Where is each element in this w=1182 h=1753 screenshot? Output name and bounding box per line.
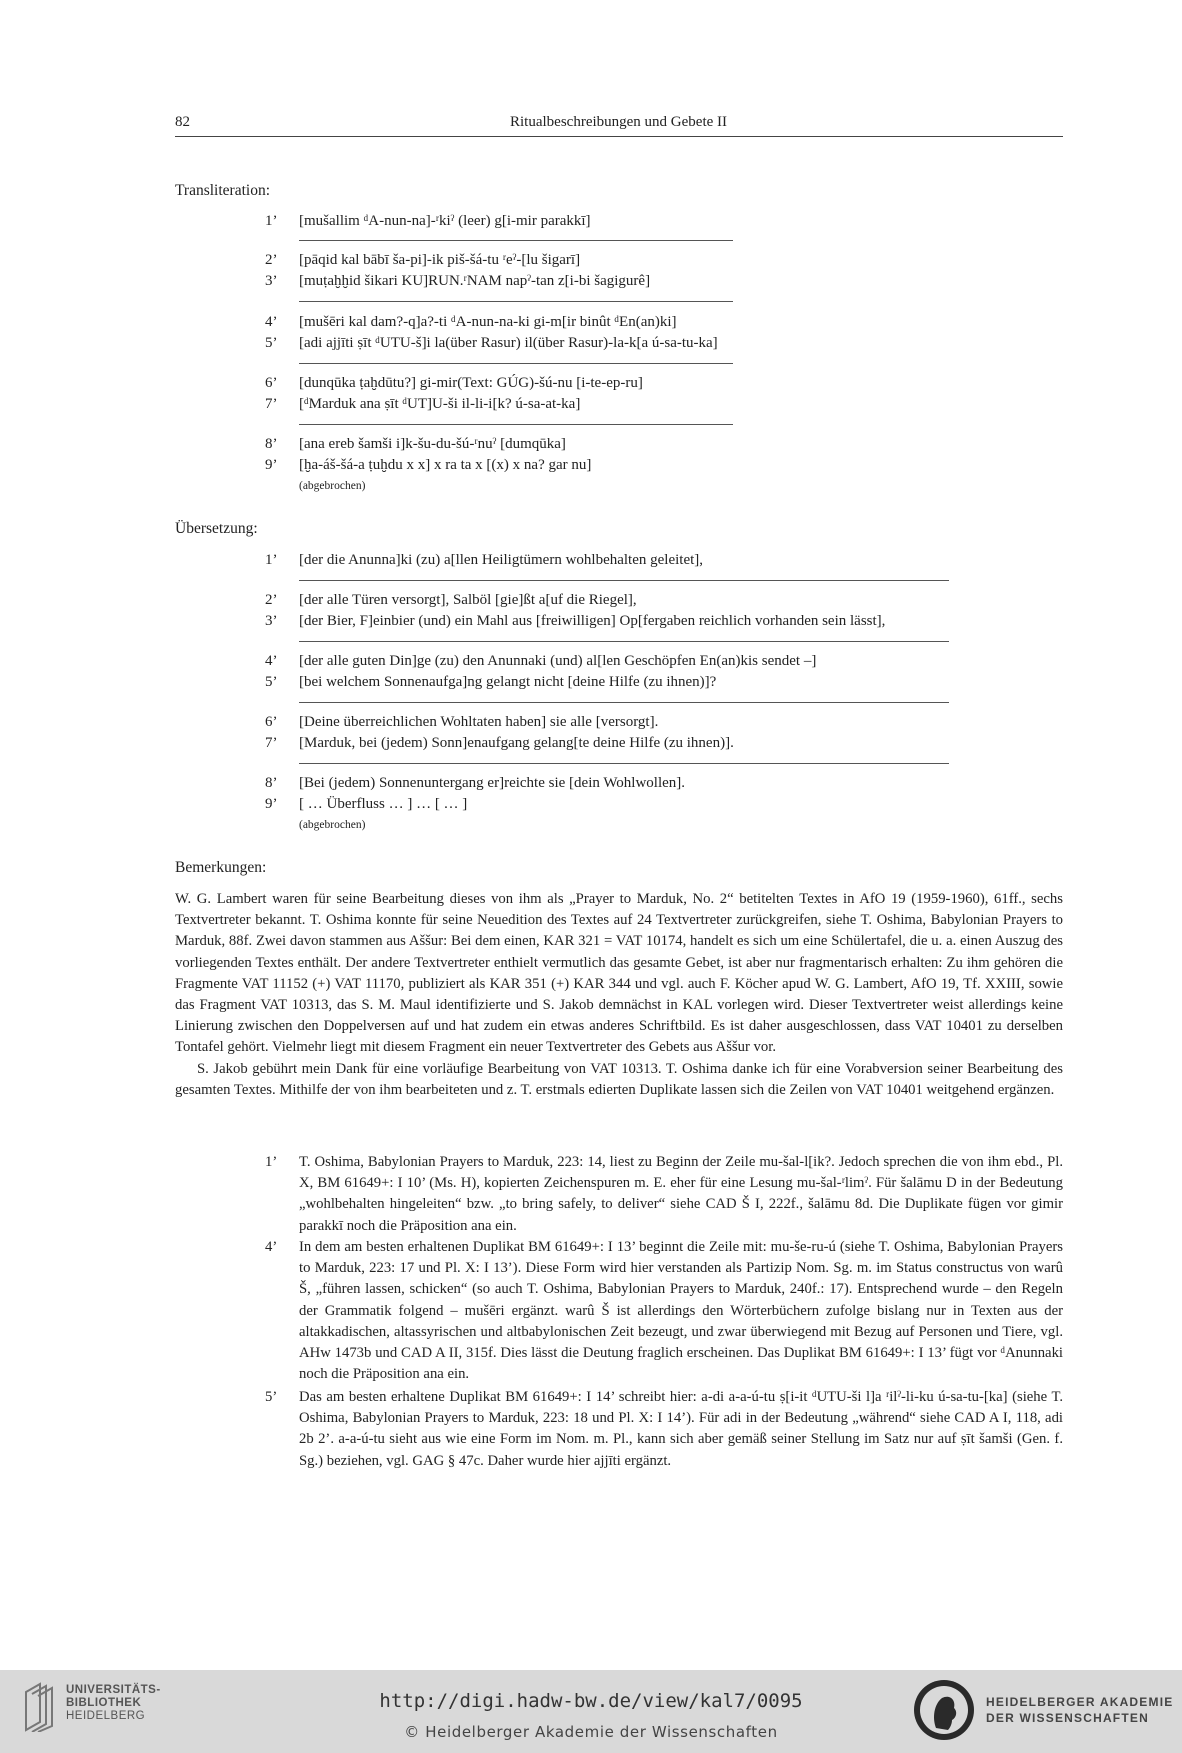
commentary-note-1 [265,1152,1063,1237]
translation-group-5 [265,773,686,836]
transliteration-line: 8’ [ana ereb šamši i]k-šu-du-šú-ʳnuˀ [dumqūka] [265,436,566,452]
commentary-note-2 [265,1237,1063,1385]
academy-emblem-icon [912,1678,976,1742]
separator-rule [299,363,733,364]
note-text: In dem am besten erhaltenen Duplikat BM 61649+: I 13’ beginnt die Zeile mit: mu-še-ru-ú (siehe T. Oshima, Babylonian Prayers to Marduk, 223: 17 und Pl. X: I 13’). Diese Form wird hier verstanden als Partizip Nom. Sg. m. im Status constructus von warû Š, „führen lassen, schicken“ (so auch T. Oshima, Babylonian Prayers to Marduk, 240f.: 17). Entsprechend wurde – den Regeln der Grammatik folgend – mušēri ergänzt. warû Š ist allerdings den Wörterbüchern zufolge bislang nur in Texten aus der altakkadischen, altassyrischen und altbabylonischen Zeit bezeugt, und zwar überwiegend mit Bezug auf Personen und Tiere, vgl. AHw 1473b und CAD A II, 315f. Dies lässt die Deutung fraglich erscheinen. Das Duplikat BM 61649+: I 13’ fügt vor ᵈAnunnaki noch die Präposition ana ein. [299,1239,1063,1383]
note-text: Das am besten erhaltene Duplikat BM 61649+: I 14’ schreibt hier: a-di a-a-ú-tu ṣ[i-it ᵈUTU-ši l]a ʳilˀ-li-ku ú-sa-tu-[ka] (siehe T. Oshima, Babylonian Prayers to Marduk, 223: 18 und Pl. X: I 14’). Für adi in der Bedeutung „während“ siehe CAD A I, 118, adi 2b 2’. a-a-ú-tu sieht aus wie eine Form im Nom. m. Pl., kann sich aber gemäß seiner Stellung im Satz nur auf ṣīt šamši (Gen. f. Sg.) beziehen, vgl. GAG § 47c. Daher wurde hier ajjīti ergänzt. [299,1389,1063,1469]
remarks-body [175,889,1063,1101]
library-name: UNIVERSITÄTS- BIBLIOTHEK HEIDELBERG [66,1684,161,1722]
copyright-notice: © Heidelberger Akademie der Wissenschaften [404,1723,778,1741]
transliteration-group-5 [265,434,592,497]
document-page: 82 Ritualbeschreibungen und Gebete II Transliteration: 1’ [mušallim ᵈA-nun-na]-ʳkiˀ (leer) g[i-mir parakkī] 2’ [pāqid kal bābī ša-pi]-ik piš-šá-tu ʳeˀ-[lu šigarī] 3’ [muṭaḫḫid šikari KU]RUN.ʳNAM napˀ-tan z[i-bi šagigurê] 4’ [mušēri kal dam?-q]a?-ti ᵈA-nun-na-ki gi-m[ir binût ᵈEn(an)ki] 5’ [adi ajjīti ṣīt ᵈUTU-š]i la(über Rasur) il(über Rasur)-la-k[a ú-sa-tu-ka] 6’ [dunqūka ṭaḫdūtu?] gi-mir(Text: GÚG)-šú-nu [i-te-ep-ru] 7’ [ᵈMarduk ana ṣīt ᵈUT]U-ši il-li-i[k? ú-sa-at-ka] 8’ [ana ereb šamši i]k-šu-du-šú-ʳnuˀ [dumqūka] 9’ [ḫa-áš-šá-a ṭuḫdu x x] x ra ta x [(x) x na? gar nu] (abgebrochen) Übersetzung: 1’ [der die Anunna]ki (zu) a[llen Heiligtümern wohlbehalten geleitet], 2’ [der alle Türen versorgt], Salböl [gie]ßt a[uf die Riegel], 3’ [der Bier, F]einbier (und) ein Mahl aus [freiwilligen] Op[fergaben reichlich vorhanden sein lässt], 4’ [der alle guten Din]ge (zu) den Anunnaki (und) al[len Geschöpfen En(an)kis sendet –] 5’ [bei welchem Sonnenaufga]ng gelangt nicht [deine Hilfe (zu ihnen)]? 6’ [Deine überreichlichen Wohltaten haben] sie alle [versorgt]. 7’ [Marduk, bei (jedem) Sonn]enaufgang gelang[te deine Hilfe (zu ihnen)]. 8’ [Bei (jedem) Sonnenuntergang er]reichte sie [dein Wohlwollen]. 9’ [ … Überfluss … ] … [ … ] (abgebrochen) Bemerkungen: W. G. Lambert waren für seine Bearbeitung dieses von ihm als „Prayer to Marduk, No. 2“ betitelten Textes in AfO 19 (1959-1960), 61ff., sechs Textvertreter bekannt. T. Oshima konnte für seine Neuedition des Textes auf 24 Textvertreter zurückgreifen, siehe T. Oshima, Babylonian Prayers to Marduk, 88f. Zwei davon stammen aus Aššur: Bei dem einen, KAR 321 = VAT 10174, handelt es sich um eine Schülertafel, die u. a. einen Auszug des vorliegenden Textes enthält. Der andere Textvertreter enthielt vermutlich das gesamte Gebet, ist aber nur fragmentarisch erhalten: Zu ihm gehören die Fragmente VAT 11152 (+) VAT 11170, publiziert als KAR 351 (+) KAR 344 und vgl. auch F. Köcher apud W. G. Lambert, AfO 19, Tf. XXIII, sowie das Fragment VAT 10313, das S. M. Maul identifizierte und S. Jakob demnächst in KAL vorlegen wird. Dieser Textvertreter weist allerdings keine Linierung zwischen den Doppelversen auf und hat zudem ein etwas anderes Schriftbild. Es ist daher ausgeschlossen, dass VAT 10401 zu derselben Tontafel gehört. Vielmehr liegt mit diesem Fragment ein neuer Textvertreter des Gebets aus Aššur vor. S. Jakob gebührt mein Dank für eine vorläufige Bearbeitung von VAT 10313. T. Oshima danke ich für eine Vorabversion seiner Bearbeitung des gesamten Textes. Mithilfe der von ihm bearbeiteten und z. T. erstmals edierten Duplikate lassen sich die Zeilen von VAT 10401 weitgehend ergänzen. 1’ T. Oshima, Babylonian Prayers to Marduk, 223: 14, liest zu Beginn der Zeile mu-šal-l[ik?. Jedoch sprechen die von ihm ebd., Pl. X, BM 61649+: I 10’ (Ms. H), kopierten Zeichenspuren m. E. eher für eine Lesung mu-šal-ʳlimˀ. Für šalāmu D in der Bedeutung „wohlbehalten hingeleiten“ bzw. „to bring safely, to deliver“ siehe CAD Š I, 222f., šalāmu 8d. Die Duplikate fügen vor gimir parakkī noch die Präposition ana ein. 4’ In dem am besten erhaltenen Duplikat BM 61649+: I 13’ beginnt die Zeile mit: mu-še-ru-ú (siehe T. Oshima, Babylonian Prayers to Marduk, 223: 17 und Pl. X: I 13’). Diese Form wird hier verstanden als Partizip Nom. Sg. m. im Status constructus von warû Š, „führen lassen, schicken“ (so auch T. Oshima, Babylonian Prayers to Marduk, 240f.: 17). Entsprechend wurde – den Regeln der Grammatik folgend – mušēri ergänzt. warû Š ist allerdings den Wörterbüchern zufolge bislang nur in Texten aus der altakkadischen, altassyrischen und altbabylonischen Zeit bezeugt, und zwar überwiegend mit Bezug auf Personen und Tiere, vgl. AHw 1473b und CAD A II, 315f. Dies lässt die Deutung fraglich erscheinen. Das Duplikat BM 61649+: I 13’ fügt vor ᵈAnunnaki noch die Präposition ana ein. 5’ Das am besten erhaltene Duplikat BM 61649+: I 14’ schreibt hier: a-di a-a-ú-tu ṣ[i-it ᵈUTU-ši l]a ʳilˀ-li-ku ú-sa-tu-[ka] (siehe T. Oshima, Babylonian Prayers to Marduk, 223: 18 und Pl. X: I 14’). Für adi in der Bedeutung „während“ siehe CAD A I, 118, adi 2b 2’. a-a-ú-tu sieht aus wie eine Form im Nom. m. Pl., kann sich aber gemäß seiner Stellung im Satz nur auf ṣīt šamši (Gen. f. Sg.) beziehen, vgl. GAG § 47c. Daher wurde hier ajjīti ergänzt. [0,0,1182,1670]
separator-rule [299,424,733,425]
transliteration-line: 9’ [ḫa-áš-šá-a ṭuḫdu x x] x ra ta x [(x) x na? gar nu] [265,457,592,473]
note-line-number: 1’ [265,1154,278,1170]
translation-line: 9’ [ … Überfluss … ] … [ … ] [265,796,468,812]
separator-rule [299,240,733,241]
translation-line: 8’ [Bei (jedem) Sonnenuntergang er]reichte sie [dein Wohlwollen]. [265,775,686,791]
commentary-note-3 [265,1387,1063,1472]
separator-rule [299,641,949,642]
note-line-number: 5’ [265,1389,278,1405]
separator-rule [299,580,949,581]
footer-bar [0,1670,1182,1753]
separator-rule [299,301,733,302]
note-line-number: 4’ [265,1239,278,1255]
page-number: 82 [175,114,190,130]
remarks-paragraph-2: S. Jakob gebührt mein Dank für eine vorläufige Bearbeitung von VAT 10313. T. Oshima danke ich für eine Vorabversion seiner Bearbeitung des gesamten Textes. Mithilfe der von ihm bearbeiteten und z. T. erstmals edierten Duplikate lassen sich die Zeilen von VAT 10401 weitgehend ergänzen. [175,1060,1063,1098]
broken-off-note: (abgebrochen) [299,819,366,831]
remarks-paragraph-1: W. G. Lambert waren für seine Bearbeitung dieses von ihm als „Prayer to Marduk, No. 2“ betitelten Textes in AfO 19 (1959-1960), 61ff., sechs Textvertreter bekannt. T. Oshima konnte für seine Neuedition des Textes auf 24 Textvertreter zurückgreifen, siehe T. Oshima, Babylonian Prayers to Marduk, 88f. Zwei davon stammen aus Aššur: Bei dem einen, KAR 321 = VAT 10174, handelt es sich um eine Schülertafel, die u. a. einen Auszug des vorliegenden Textes enthält. Der andere Textvertreter enthielt vermutlich das gesamte Gebet, ist aber nur fragmentarisch erhalten: Zu ihm gehören die Fragmente VAT 11152 (+) VAT 11170, publiziert als KAR 351 (+) KAR 344 und vgl. auch F. Köcher apud W. G. Lambert, AfO 19, Tf. XXIII, sowie das Fragment VAT 10313, das S. M. Maul identifizierte und S. Jakob demnächst in KAL vorlegen wird. Dieser Textvertreter weist allerdings keine Linierung zwischen den Doppelversen auf und hat zudem ein etwas anderes Schriftbild. Es ist daher ausgeschlossen, dass VAT 10401 zu derselben Tontafel gehört. Vielmehr liegt mit diesem Fragment ein neuer Textvertreter des Gebets aus Aššur vor. [175,891,1063,1056]
note-text: T. Oshima, Babylonian Prayers to Marduk, 223: 14, liest zu Beginn der Zeile mu-šal-l[ik?. Jedoch sprechen die von ihm ebd., Pl. X, BM 61649+: I 10’ (Ms. H), kopierten Zeichenspuren m. E. eher für eine Lesung mu-šal-ʳlimˀ. Für šalāmu D in der Bedeutung „wohlbehalten hingeleiten“ bzw. „to bring safely, to deliver“ siehe CAD Š I, 222f., šalāmu 8d. Die Duplikate fügen vor gimir parakkī noch die Präposition ana ein. [299,1154,1063,1234]
running-title: Ritualbeschreibungen und Gebete II [510,114,728,130]
transliteration-heading: Transliteration: [175,182,271,199]
academy-name: HEIDELBERGER AKADEMIE DER WISSENSCHAFTEN [986,1695,1174,1725]
separator-rule [299,763,949,764]
remarks-heading: Bemerkungen: [175,859,267,876]
separator-rule [299,702,949,703]
running-header [175,112,1063,137]
permalink-url[interactable]: http://digi.hadw-bw.de/view/kal7/0095 [379,1690,803,1712]
broken-off-note: (abgebrochen) [299,480,366,492]
translation-heading: Übersetzung: [175,520,258,537]
